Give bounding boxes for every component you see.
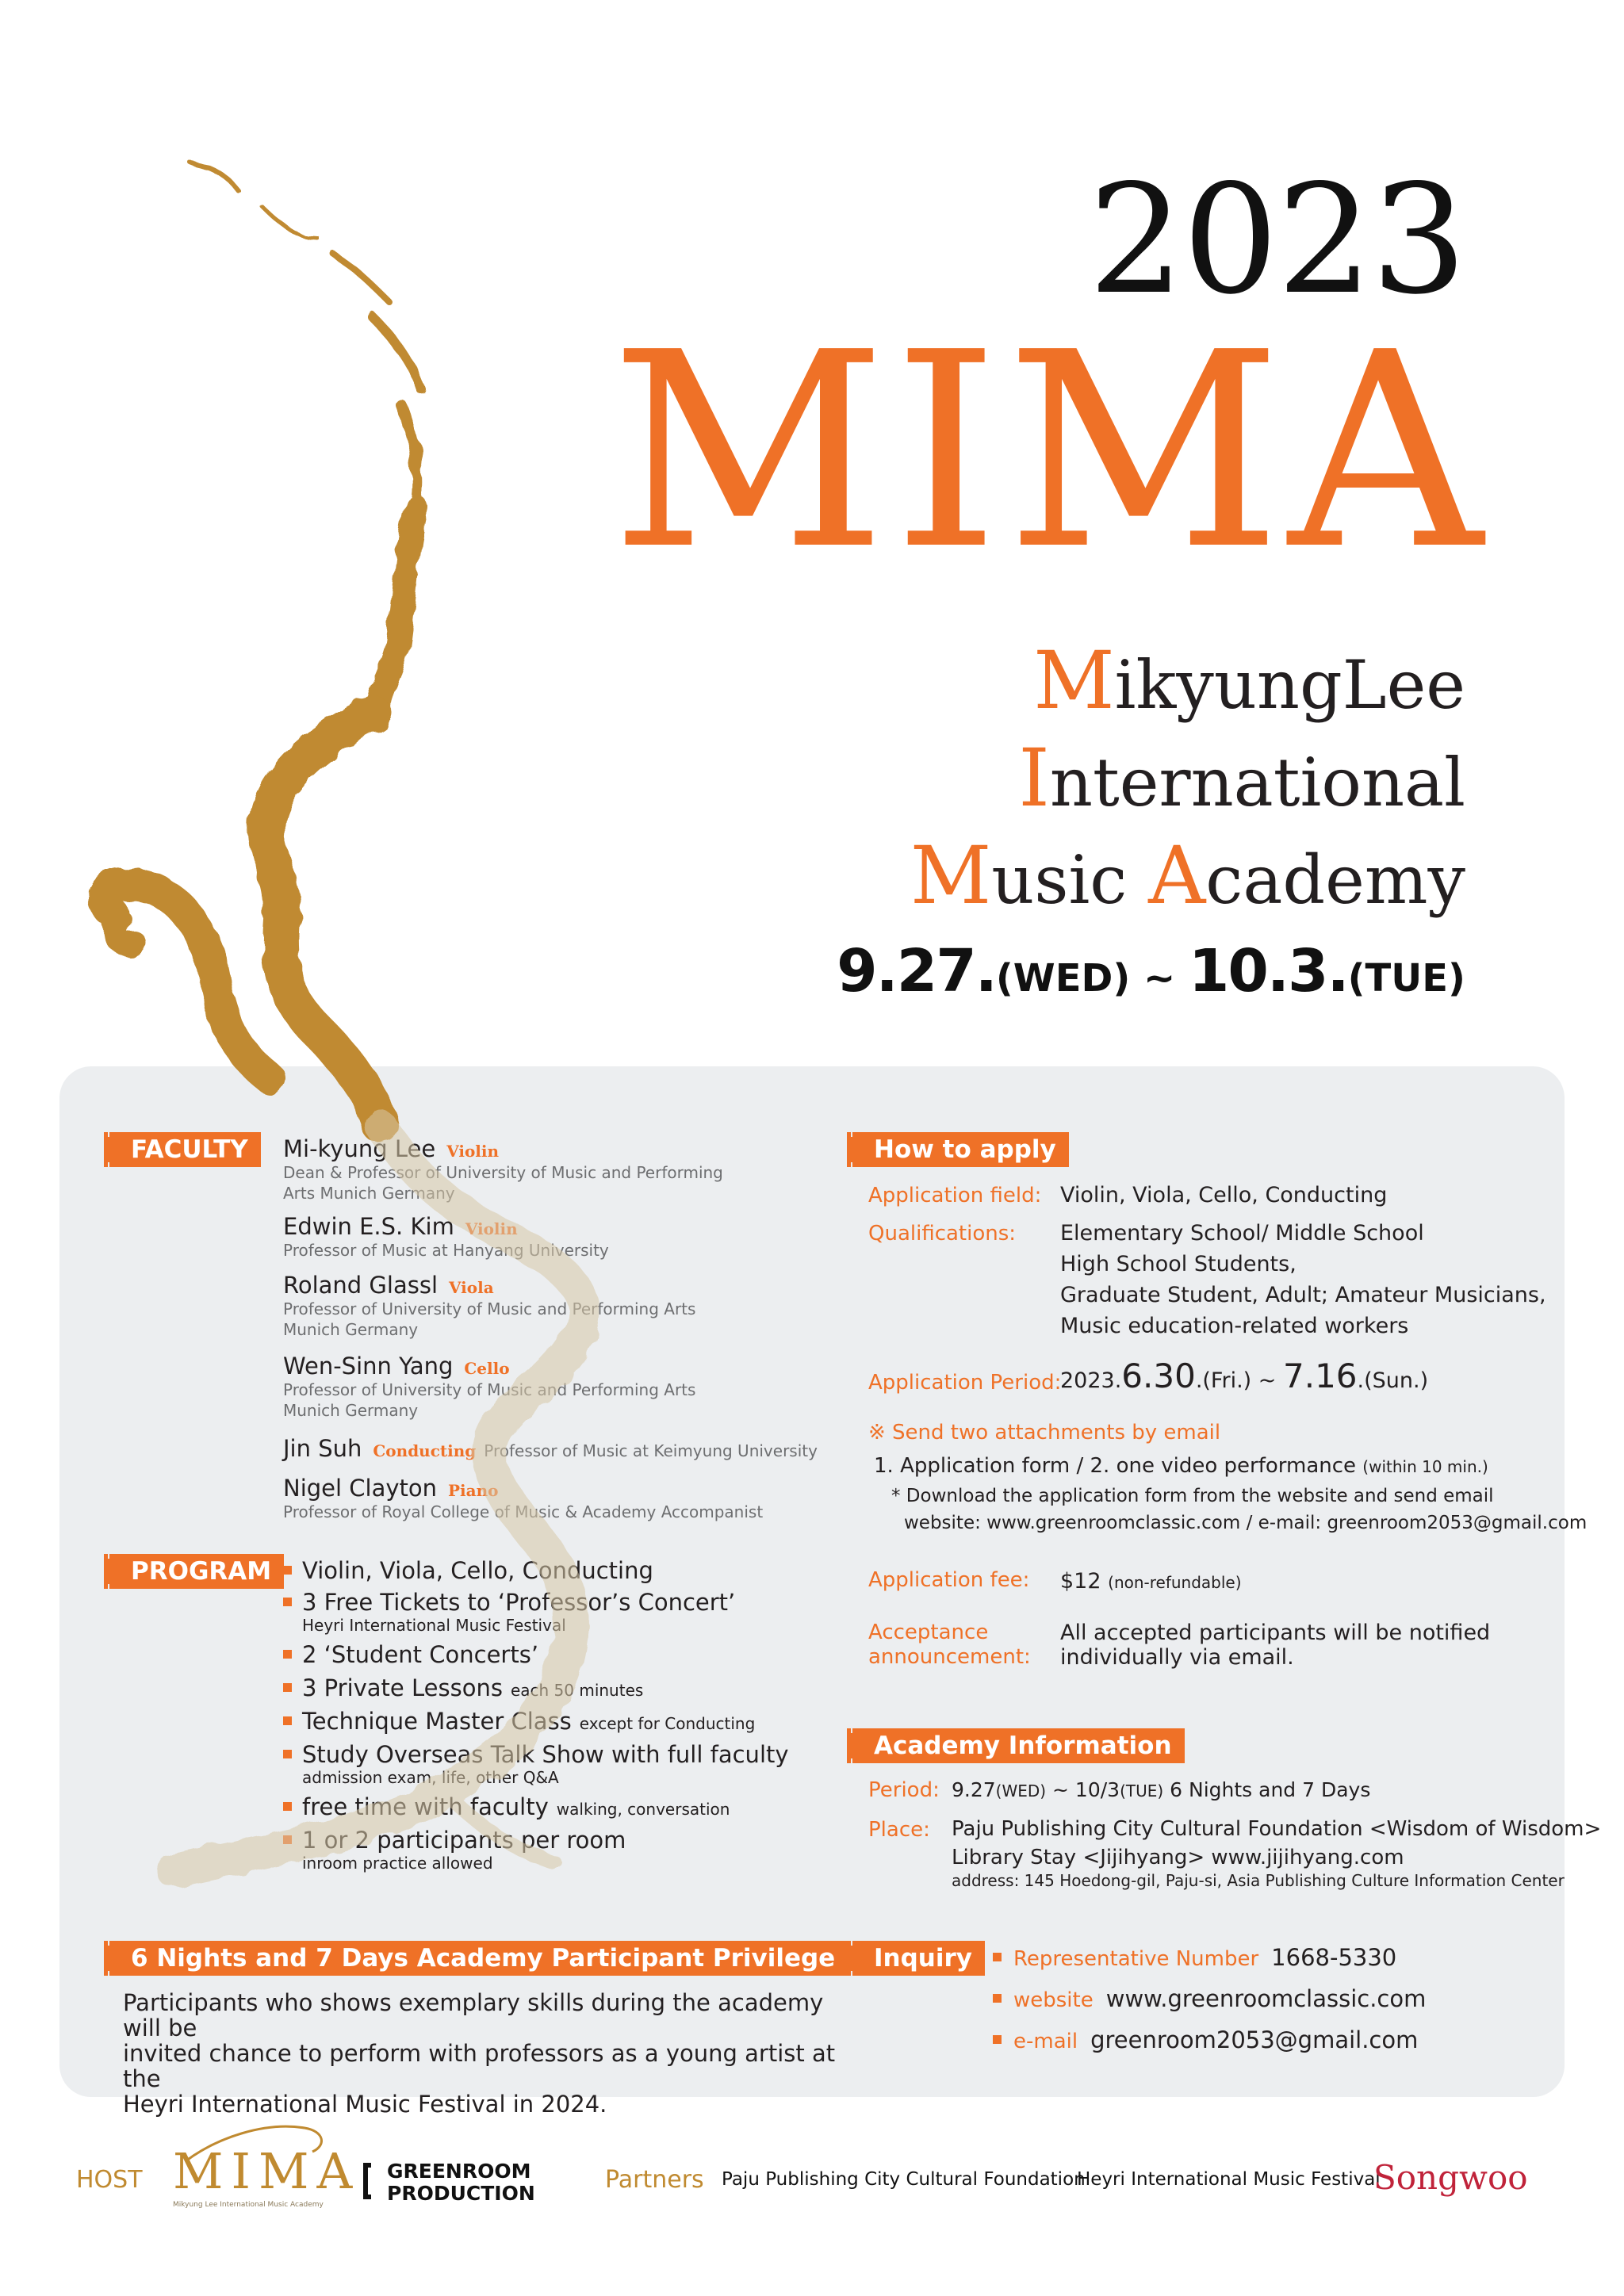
download-line: website: www.greenroomclassic.com / e-mail: greenroom2053@gmail.com <box>904 1513 1588 1533</box>
qualification-line: Elementary School/ Middle School <box>1060 1221 1424 1246</box>
program-item-text: Study Overseas Talk Show with full faculty <box>302 1741 789 1768</box>
attachment-list <box>874 1451 1488 1483</box>
period-end: 7.16 <box>1283 1357 1358 1395</box>
fullname-rest: usic <box>991 841 1149 919</box>
period-end-day: .(Sun.) <box>1357 1368 1429 1393</box>
end-day: (TUE) <box>1347 956 1465 1001</box>
inquiry-value[interactable]: 1668-5330 <box>1271 1944 1397 1971</box>
download-line: * Download the application form from the website and send email <box>891 1486 1494 1506</box>
mima-logo-text: MIMA <box>173 2142 361 2200</box>
privilege-tag: 6 Nights and 7 Days Academy Participant Privilege <box>109 1941 848 1976</box>
faculty-desc: Dean & Professor of University of Music and Performing <box>283 1163 723 1182</box>
qualifications-label: Qualifications: <box>868 1222 1017 1246</box>
fullname-cap: I <box>1018 732 1050 825</box>
faculty-member <box>283 1213 838 1261</box>
academy-period-label: Period: <box>868 1778 940 1802</box>
year-heading: 2023 <box>1088 152 1465 327</box>
host-logo <box>170 2114 361 2217</box>
inquiry-label: Representative Number <box>1013 1947 1259 1971</box>
program-item <box>283 1793 838 1820</box>
privilege-line: Heyri International Music Festival in 2024. <box>123 2091 607 2118</box>
acceptance-line: individually via email. <box>1060 1645 1294 1670</box>
download-note <box>891 1483 1587 1536</box>
academy-period-value <box>952 1774 1370 1807</box>
qualification-line: High School Students, <box>1060 1252 1297 1276</box>
fee-amount: $12 <box>1060 1569 1101 1594</box>
privilege-text <box>123 1990 837 2117</box>
faculty-name: Mi-kyung Lee <box>283 1135 436 1162</box>
faculty-name: Roland Glassl <box>283 1272 438 1299</box>
program-item-note: walking, conversation <box>556 1800 730 1819</box>
partner-songwoo-logo: Songwoo <box>1373 2158 1528 2197</box>
privilege-line: invited chance to perform with professors as a young artist at the <box>123 2040 836 2092</box>
faculty-instrument: Violin <box>446 1142 500 1161</box>
place-line: Library Stay <Jijihyang> www.jijihyang.com <box>952 1846 1404 1869</box>
period-start-day: .(Fri.) ~ <box>1195 1368 1284 1393</box>
faculty-instrument: Piano <box>448 1481 499 1500</box>
application-field-label: Application field: <box>868 1184 1042 1207</box>
program-item <box>283 1641 838 1668</box>
partner-heyri: Heyri International Music Festival <box>1077 2169 1381 2190</box>
academy-period-end: ~ 10/3 <box>1046 1778 1120 1801</box>
start-date: 9.27. <box>837 937 996 1005</box>
fullname-cap: M <box>910 829 992 922</box>
faculty-desc: Professor of Music at Hanyang University <box>283 1241 609 1260</box>
faculty-desc: Professor of University of Music and Performing Arts <box>283 1380 696 1399</box>
inquiry-item <box>993 1944 1396 1971</box>
faculty-member <box>283 1353 838 1421</box>
apply-tag: How to apply <box>852 1132 1069 1167</box>
date-separator: ~ <box>1130 956 1189 1001</box>
faculty-member <box>283 1435 886 1462</box>
program-item-text: 3 Free Tickets to ‘Professor’s Concert’ <box>302 1589 736 1616</box>
program-tag: PROGRAM <box>109 1554 284 1589</box>
program-item-sub: inroom practice allowed <box>302 1854 493 1873</box>
acceptance-label-line: announcement: <box>868 1645 1031 1669</box>
faculty-tag: FACULTY <box>109 1132 261 1167</box>
privilege-line: Participants who shows exemplary skills during the academy will be <box>123 1989 824 2042</box>
faculty-member <box>283 1475 838 1522</box>
academy-period-start-day: (WED) <box>995 1781 1047 1800</box>
inquiry-tag: Inquiry <box>852 1941 985 1976</box>
faculty-member <box>283 1272 838 1340</box>
host-label: HOST <box>76 2166 143 2194</box>
period-start: 6.30 <box>1121 1357 1196 1395</box>
acceptance-label-line: Acceptance <box>868 1621 989 1644</box>
fullname-rest: nternational <box>1049 744 1465 821</box>
mima-logo-subtext: Mikyung Lee International Music Academy <box>173 2201 324 2209</box>
greenroom-mark <box>363 2163 371 2199</box>
inquiry-value[interactable]: www.greenroomclassic.com <box>1105 1985 1427 2012</box>
faculty-desc: Munich Germany <box>283 1401 419 1420</box>
greenroom-line1: GREENROOM <box>387 2160 531 2183</box>
faculty-name: Edwin E.S. Kim <box>283 1213 454 1240</box>
faculty-instrument: Viola <box>449 1278 494 1297</box>
program-item-text: free time with faculty <box>302 1793 549 1820</box>
mima-title: MIMA <box>610 295 1489 609</box>
fee-note: (non-refundable) <box>1108 1573 1242 1592</box>
faculty-instrument: Conducting <box>373 1441 477 1460</box>
period-year: 2023. <box>1060 1368 1122 1393</box>
inquiry-item <box>993 1985 1426 2012</box>
program-item-note: except for Conducting <box>579 1714 756 1733</box>
program-item-text: 1 or 2 participants per room <box>302 1827 626 1854</box>
faculty-name: Jin Suh <box>283 1435 362 1462</box>
program-item <box>283 1557 838 1584</box>
academy-period-start: 9.27 <box>952 1778 996 1801</box>
acceptance-label <box>868 1621 1031 1670</box>
faculty-desc: Professor of University of Music and Performing Arts <box>283 1299 696 1318</box>
application-period-value <box>1060 1357 1429 1396</box>
application-period-label: Application Period: <box>868 1371 1062 1395</box>
faculty-desc: Professor of Royal College of Music & Academy Accompanist <box>283 1502 764 1521</box>
program-item-text: 2 ‘Student Concerts’ <box>302 1641 539 1668</box>
faculty-name: Nigel Clayton <box>283 1475 438 1502</box>
program-item <box>283 1674 838 1701</box>
academy-period-length: 6 Nights and 7 Days <box>1163 1778 1371 1801</box>
inquiry-label: e-mail <box>1013 2030 1078 2053</box>
inquiry-item <box>993 2026 1418 2053</box>
greenroom-line2: PRODUCTION <box>387 2182 535 2205</box>
acceptance-value <box>1060 1621 1490 1670</box>
fullname-cap: A <box>1148 829 1206 922</box>
application-fee-label: Application fee: <box>868 1568 1030 1592</box>
program-item-sub: admission exam, life, other Q&A <box>302 1768 559 1787</box>
faculty-member <box>283 1135 838 1203</box>
faculty-desc: Professor of Music at Keimyung University <box>484 1441 818 1460</box>
qualification-line: Graduate Student, Adult; Amateur Musicians, <box>1060 1283 1546 1307</box>
end-date: 10.3. <box>1188 937 1348 1005</box>
start-day: (WED) <box>995 956 1131 1001</box>
academy-info-tag: Academy Information <box>852 1728 1185 1763</box>
partners-label: Partners <box>605 2166 704 2194</box>
faculty-instrument: Violin <box>465 1219 518 1238</box>
qualifications-value <box>1060 1218 1546 1341</box>
program-list <box>283 1557 838 1873</box>
program-item <box>283 1741 838 1768</box>
acceptance-line: All accepted participants will be notified <box>1060 1621 1491 1645</box>
academy-period-end-day: (TUE) <box>1120 1781 1164 1800</box>
place-line: Paju Publishing City Cultural Foundation <Wisdom of Wisdom> <box>952 1817 1602 1841</box>
application-field-value: Violin, Viola, Cello, Conducting <box>1060 1183 1388 1207</box>
program-item-text: Violin, Viola, Cello, Conducting <box>302 1557 653 1584</box>
program-item <box>283 1589 838 1616</box>
program-item-note: each 50 minutes <box>510 1681 644 1700</box>
fullname-rest: cademy <box>1205 841 1465 919</box>
inquiry-value[interactable]: greenroom2053@gmail.com <box>1090 2026 1419 2053</box>
fullname-rest: ikyungLee <box>1114 646 1465 724</box>
academy-place-value <box>952 1814 1601 1891</box>
program-item <box>283 1827 838 1854</box>
program-item <box>283 1708 838 1735</box>
attachment-note: (within 10 min.) <box>1362 1457 1488 1476</box>
send-attachments-note: ※ Send two attachments by email <box>868 1421 1221 1445</box>
faculty-instrument: Cello <box>464 1359 510 1378</box>
program-item-text: Technique Master Class <box>302 1708 572 1735</box>
attachment-text: 1. Application form / 2. one video performance <box>874 1454 1357 1478</box>
academy-place-label: Place: <box>868 1818 930 1842</box>
program-item-text: 3 Private Lessons <box>302 1674 503 1701</box>
qualification-line: Music education-related workers <box>1060 1314 1409 1338</box>
fullname-cap: M <box>1033 634 1115 727</box>
faculty-desc: Arts Munich Germany <box>283 1184 455 1203</box>
place-address: address: 145 Hoedong-gil, Paju-si, Asia Publishing Culture Information Center <box>952 1871 1565 1890</box>
inquiry-label: website <box>1013 1988 1094 2012</box>
faculty-desc: Munich Germany <box>283 1320 419 1339</box>
partner-paju: Paju Publishing City Cultural Foundation <box>722 2169 1086 2190</box>
program-item-sub: Heyri International Music Festival <box>302 1616 566 1635</box>
application-fee-value <box>1060 1566 1242 1598</box>
faculty-name: Wen-Sinn Yang <box>283 1353 454 1380</box>
